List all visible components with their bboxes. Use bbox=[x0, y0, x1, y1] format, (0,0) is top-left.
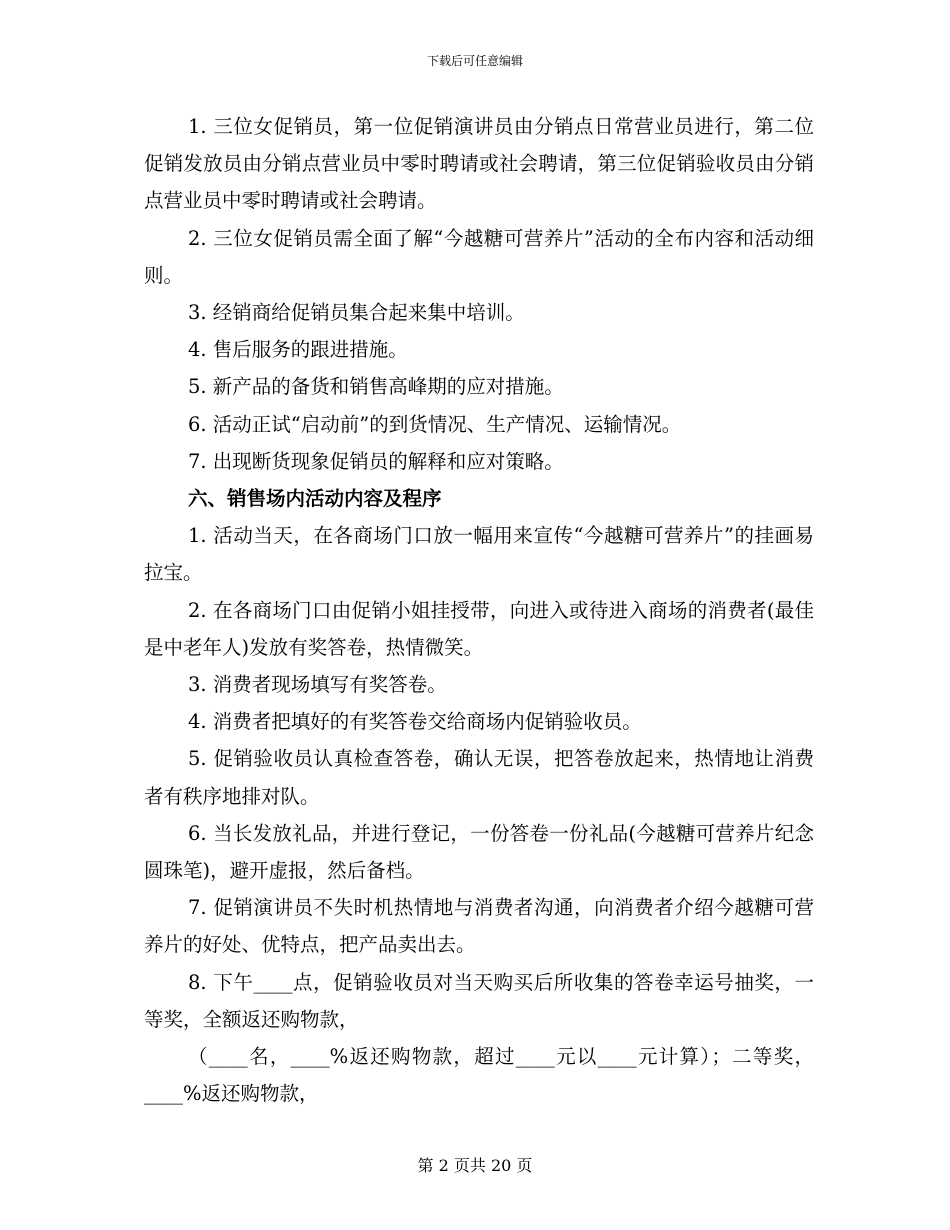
paragraph-16: （____名，____%返还购物款，超过____元以____元计算）；二等奖，____%返还购物款， bbox=[144, 1045, 814, 1106]
paragraph-13: 6. 当长发放礼品，并进行登记，一份答卷一份礼品(今越糖可营养片纪念圆珠笔)，避开虚报，然后备档。 bbox=[144, 821, 814, 883]
paragraph-3: 3. 经销商给促销员集合起来集中培训。 bbox=[188, 301, 525, 325]
paragraph-12: 5. 促销验收员认真检查答卷，确认无误，把答卷放起来，热情地让消费者有秩序地排对队。 bbox=[144, 747, 814, 808]
paragraph-6: 6. 活动正试“启动前”的到货情况、生产情况、运输情况。 bbox=[188, 412, 682, 436]
paragraph-1: 1. 三位女促销员，第一位促销演讲员由分销点日常营业员进行，第二位促销发放员由分销点营业员中零时聘请或社会聘请，第三位促销验收员由分销点营业员中零时聘请或社会聘请。 bbox=[144, 115, 814, 213]
paragraph-5: 5. 新产品的备货和销售高峰期的应对措施。 bbox=[188, 375, 564, 399]
paragraph-15: 8. 下午____点，促销验收员对当天购买后所收集的答卷幸运号抽奖，一等奖，全额返还购物款， bbox=[144, 970, 814, 1031]
paragraph-2: 2. 三位女促销员需全面了解“今越糖可营养片”活动的全布内容和活动细则。 bbox=[144, 226, 814, 287]
paragraph-14: 7. 促销演讲员不失时机热情地与消费者沟通，向消费者介绍今越糖可营养片的好处、优特点，把产品卖出去。 bbox=[144, 896, 814, 957]
page-header: 下载后可任意编辑 bbox=[426, 54, 523, 68]
paragraph-4: 4. 售后服务的跟进措施。 bbox=[188, 338, 408, 362]
paragraph-7: 7. 出现断货现象促销员的解释和应对策略。 bbox=[188, 449, 564, 473]
paragraph-11: 4. 消费者把填好的有奖答卷交给商场内促销验收员。 bbox=[188, 710, 642, 734]
paragraph-9: 2. 在各商场门口由促销小姐挂授带，向进入或待进入商场的消费者(最佳是中老年人)发放有奖答卷，热情微笑。 bbox=[144, 598, 814, 659]
paragraph-10: 3. 消费者现场填写有奖答卷。 bbox=[188, 673, 447, 697]
page-footer: 第 2 页共 20 页 bbox=[417, 1156, 533, 1175]
section-heading: 六、销售场内活动内容及程序 bbox=[188, 487, 442, 511]
document-body bbox=[144, 108, 814, 1112]
paragraph-8: 1. 活动当天，在各商场门口放一幅用来宣传“今越糖可营养片”的挂画易拉宝。 bbox=[144, 524, 814, 585]
